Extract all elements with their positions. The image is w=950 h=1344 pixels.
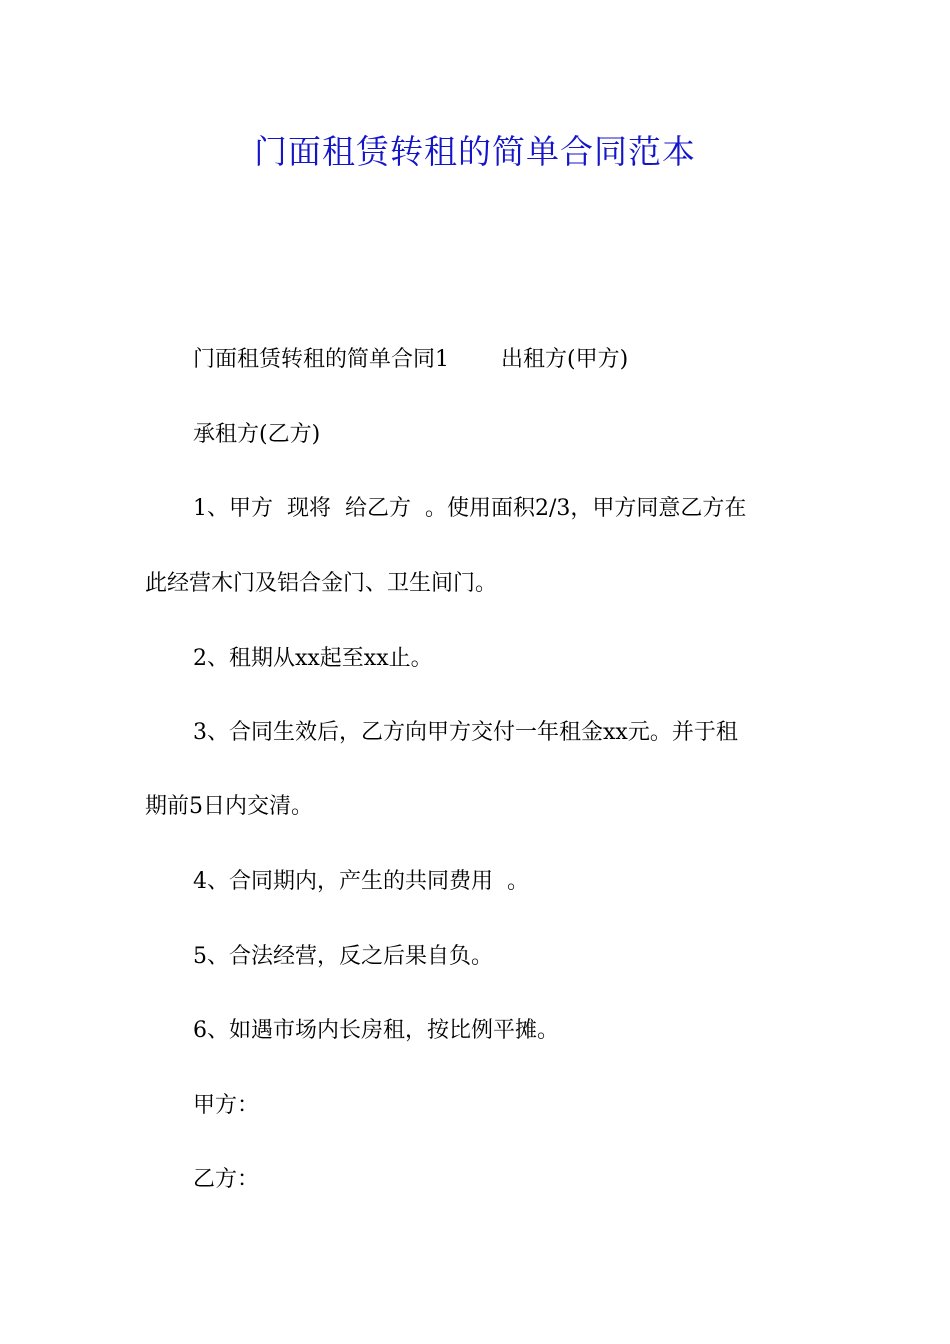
signature-party-b: 乙方： xyxy=(193,1167,260,1192)
contract-heading-line xyxy=(193,344,628,376)
lessor-label: 出租方(甲方) xyxy=(501,347,629,372)
contract-name: 门面租赁转租的简单合同1 xyxy=(193,347,449,372)
document-title: 门面租赁转租的简单合同范本 xyxy=(254,132,696,171)
signature-party-a: 甲方： xyxy=(193,1093,260,1118)
clause-1-line-2: 此经营木门及铝合金门、卫生间门。 xyxy=(145,571,498,596)
clause-5: 5、合法经营，反之后果自负。 xyxy=(193,944,493,969)
clause-6: 6、如遇市场内长房租，按比例平摊。 xyxy=(193,1018,559,1043)
clause-4: 4、合同期内，产生的共同费用 。 xyxy=(193,869,529,894)
lessee-label: 承租方(乙方) xyxy=(193,422,321,447)
clause-1-line-1: 1、甲方 现将 给乙方 。使用面积2/3，甲方同意乙方在 xyxy=(193,496,747,521)
clause-3-line-2: 期前5日内交清。 xyxy=(145,794,313,819)
clause-3-line-1: 3、合同生效后，乙方向甲方交付一年租金xx元。并于租 xyxy=(193,720,738,745)
clause-2: 2、租期从xx起至xx止。 xyxy=(193,646,433,671)
